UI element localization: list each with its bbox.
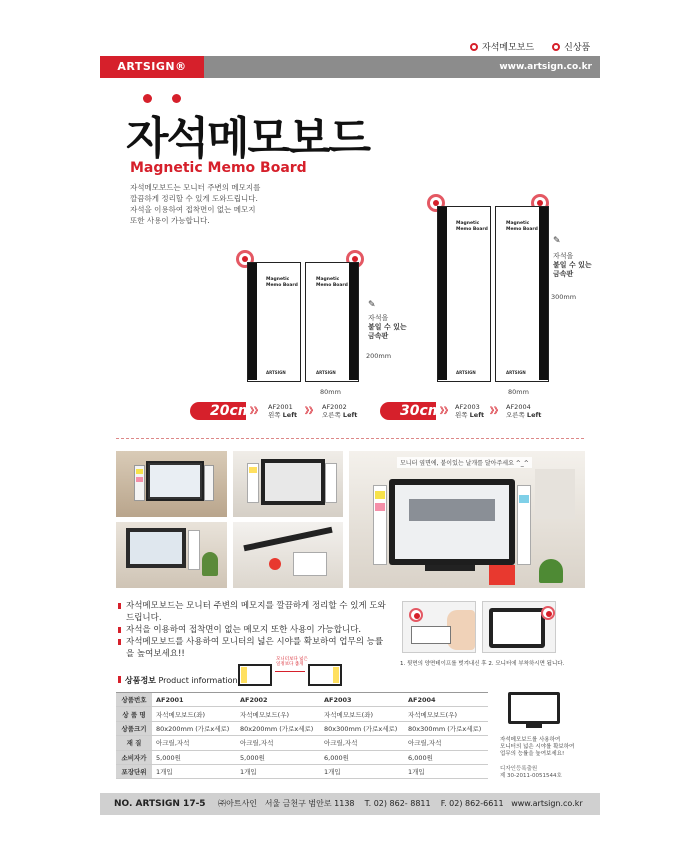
nav-item-new[interactable]: 신상품 <box>552 40 590 53</box>
footer-site-link[interactable]: www.artsign.co.kr <box>511 799 583 808</box>
bullet-item: 자석을 이용하여 접착면이 없는 메모지 또한 사용이 가능합니다. <box>118 624 388 636</box>
photo-office-desk <box>116 451 227 517</box>
metal-strip <box>438 207 447 380</box>
spec-heading: 상품정보 Product information <box>118 675 238 686</box>
spec-cell: 아크릴,자석 <box>236 736 320 750</box>
spec-row <box>116 721 488 735</box>
spec-cell: 6,000원 <box>320 750 404 764</box>
diagram-monitor-icon <box>238 664 272 686</box>
code-af2002: AF2002 오른쪽 Left <box>322 403 358 419</box>
footer-bar: NO. ARTSIGN 17-5 ㈜아트사인 서울 금천구 범안로 1138 T. 02) 862- 8811 F. 02) 862-6611 www.artsign.co.kr <box>100 793 600 815</box>
spec-cell: 아크릴,자석 <box>404 736 488 750</box>
metal-note-20: 자석을 붙일 수 있는 금속판 <box>368 314 407 340</box>
spec-row-label: 재 질 <box>116 736 152 750</box>
spec-row-label: 포장단위 <box>116 764 152 778</box>
spec-cell: 아크릴,자석 <box>320 736 404 750</box>
artsign-logo[interactable]: ARTSIGN® <box>100 56 204 78</box>
code-af2001: AF2001 왼쪽 Left <box>268 403 298 419</box>
size-20cm-label: 20cm <box>190 402 246 420</box>
magnet-icon: ✎ <box>553 236 561 246</box>
spec-cell: 아크릴,자석 <box>152 736 236 750</box>
bullet-item: 자석메모보드를 사용하여 모니터의 넓은 시야를 확보하여 업무의 능률을 높여보세요!! <box>118 636 388 660</box>
spec-cell: AF2001 <box>152 693 236 707</box>
metal-strip <box>539 207 548 380</box>
bullet-item: 자석메모보드는 모니터 주변의 메모지를 깔끔하게 정리할 수 있게 도와드립니다. <box>118 600 388 624</box>
code-af2004: AF2004 오른쪽 Left <box>506 403 542 419</box>
spec-cell: 1개입 <box>236 764 320 778</box>
spec-row-label: 상품크기 <box>116 721 152 735</box>
circle-icon <box>552 43 560 51</box>
spec-cell: 6,000원 <box>404 750 488 764</box>
width-20: 80mm <box>320 388 341 396</box>
spec-cell: 자석메모보드(좌) <box>320 707 404 721</box>
arrow-icon: 》》 <box>490 406 502 415</box>
spec-row-label: 상 품 명 <box>116 707 152 721</box>
code-af2003: AF2003 왼쪽 Left <box>455 403 485 419</box>
header-bar <box>100 56 600 78</box>
photo-monitor-closeup <box>233 451 343 517</box>
board-af2004: Magnetic Memo Board ARTSIGN <box>495 206 549 382</box>
spec-cell: 자석메모보드(우) <box>236 707 320 721</box>
spec-cell: 80x200mm (가로x세로) <box>236 721 320 735</box>
spec-cell: 80x300mm (가로x세로) <box>404 721 488 735</box>
spec-cell: 80x300mm (가로x세로) <box>320 721 404 735</box>
circle-icon <box>470 43 478 51</box>
photo-note: 모니터 옆면에, 붙이있는 날개를 달아주세요 ^_^ <box>397 457 532 468</box>
spec-row <box>116 707 488 721</box>
magnet-icon: ✎ <box>368 300 376 310</box>
photo-main-monitor <box>349 451 585 588</box>
spec-row-label: 상품번호 <box>116 693 152 707</box>
monitor-icon <box>508 692 560 724</box>
metal-strip <box>349 263 358 380</box>
height-20: 200mm <box>366 352 392 360</box>
diagram-arrow <box>275 671 305 672</box>
top-nav <box>470 40 590 53</box>
diagram-note: 모니터보다 넓은 일정보다 좁게 <box>276 657 308 667</box>
arrow-icon: 》》 <box>250 406 262 415</box>
install-caption: 1. 뒷면의 양면테이프를 벗겨내신 후 2. 모니터에 부착하시면 됩니다. <box>400 661 565 667</box>
install-step1-image <box>402 601 476 653</box>
monitor-stand <box>526 724 542 728</box>
spec-cell: 5,000원 <box>236 750 320 764</box>
photo-board-edge <box>233 522 343 588</box>
spec-row <box>116 736 488 750</box>
intro-description: 자석메모보드는 모니터 주변의 메모지를 깔끔하게 정리할 수 있게 도와드립니다. 자석을 이용하여 접착면이 없는 메모지 또한 사용이 가능합니다. <box>130 183 261 225</box>
section-divider <box>116 438 584 439</box>
page-title: 자석메모보드 <box>126 113 370 164</box>
spec-cell: 1개입 <box>320 764 404 778</box>
width-30: 80mm <box>508 388 529 396</box>
height-30: 300mm <box>551 293 577 301</box>
spec-row-label: 소비자가 <box>116 750 152 764</box>
metal-strip <box>248 263 257 380</box>
arrow-icon: 》》 <box>305 406 317 415</box>
board-af2002: Magnetic Memo Board ARTSIGN <box>305 262 359 382</box>
spec-cell: AF2004 <box>404 693 488 707</box>
feature-bullets <box>118 600 388 660</box>
design-registration: 디자인등록출원 제 30-2011-0051544호 <box>500 766 562 779</box>
page-subtitle: Magnetic Memo Board <box>130 160 307 176</box>
arrow-icon: 》》 <box>440 406 452 415</box>
photo-desk-side <box>116 522 227 588</box>
side-note: 자석메모보드를 사용하여 모니터의 넓은 시야를 확보하여 업무의 능률을 높여보세요! <box>500 737 575 757</box>
metal-note-30: 자석을 붙일 수 있는 금속판 <box>553 252 592 278</box>
size-30cm-label: 30cm <box>380 402 436 420</box>
install-step2-image <box>482 601 556 653</box>
spec-row <box>116 693 488 707</box>
spec-cell: 1개입 <box>152 764 236 778</box>
spec-row <box>116 750 488 764</box>
spec-cell: 자석메모보드(우) <box>404 707 488 721</box>
diagram-monitor-icon <box>308 664 342 686</box>
spec-table <box>116 692 488 779</box>
spec-cell: AF2003 <box>320 693 404 707</box>
spec-cell: 1개입 <box>404 764 488 778</box>
spec-cell: 5,000원 <box>152 750 236 764</box>
board-af2003: Magnetic Memo Board ARTSIGN <box>437 206 491 382</box>
header-site-link[interactable]: www.artsign.co.kr <box>499 62 592 72</box>
spec-cell: AF2002 <box>236 693 320 707</box>
board-af2001: Magnetic Memo Board ARTSIGN <box>247 262 301 382</box>
spec-cell: 80x200mm (가로x세로) <box>152 721 236 735</box>
spec-cell: 자석메모보드(좌) <box>152 707 236 721</box>
nav-item-memo[interactable]: 자석메모보드 <box>470 40 534 53</box>
spec-row <box>116 764 488 778</box>
